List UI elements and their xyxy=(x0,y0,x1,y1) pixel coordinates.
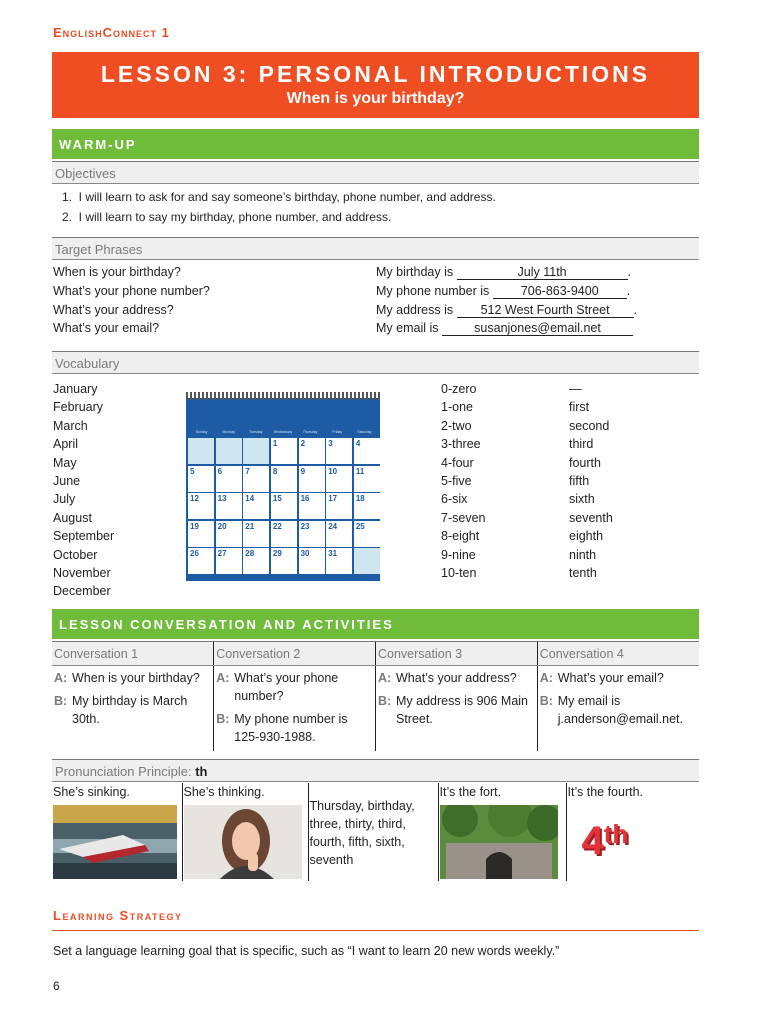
calendar-day-name: Friday xyxy=(332,430,343,434)
answer-prefix: My birthday is xyxy=(376,265,454,279)
objective-item: 2. I will learn to say my birthday, phone number, and address. xyxy=(62,210,392,224)
number-item: 0-zero xyxy=(441,382,477,396)
conversation-cell xyxy=(376,666,538,752)
answer-period: . xyxy=(627,265,632,279)
lesson-title: LESSON 3: PERSONAL INTRODUCTIONS xyxy=(100,61,651,87)
ordinal-item: eighth xyxy=(569,529,604,544)
speaker-a-label: A: xyxy=(216,671,230,685)
fort-photo xyxy=(440,805,558,879)
month-item: October xyxy=(53,547,98,562)
calendar-date-cell: 22 xyxy=(271,521,297,547)
calendar-day-name: Saturday xyxy=(357,430,372,434)
speaker-b-label: B: xyxy=(54,694,68,708)
calendar-date-cell: 14 xyxy=(243,493,269,519)
calendar-date-cell: 10 xyxy=(326,466,352,492)
calendar-date-cell: 31 xyxy=(326,548,352,574)
number-item: 9-nine xyxy=(441,547,476,562)
calendar-date-cell: 9 xyxy=(299,466,325,492)
calendar-date-cell: 6 xyxy=(216,466,242,492)
vocabulary-heading: Vocabulary xyxy=(52,351,699,374)
objective-item: 1. I will learn to ask for and say someone’s birthday, phone number, and address. xyxy=(62,190,496,204)
warmup-heading: WARM-UP xyxy=(52,129,699,159)
ordinal-item: tenth xyxy=(569,566,597,581)
conversation-title: Conversation 1 xyxy=(52,642,214,666)
pron-cell xyxy=(566,783,699,881)
calendar-date-cell: 7 xyxy=(243,466,269,492)
speaker-b-label: B: xyxy=(539,694,553,708)
thinking-woman-photo xyxy=(184,805,302,879)
answer-prefix: My email is xyxy=(376,321,439,335)
calendar-date-cell: 11 xyxy=(354,466,380,492)
calendar-date-cell: 8 xyxy=(271,466,297,492)
number-item: 10-ten xyxy=(441,566,477,581)
ordinals-list xyxy=(569,380,613,582)
page-number: 6 xyxy=(53,979,60,993)
calendar-date-cell: 28 xyxy=(243,548,269,574)
speaker-a-label: A: xyxy=(378,671,392,685)
conversations-table xyxy=(52,641,699,751)
month-item: August xyxy=(53,510,92,525)
objectives-heading: Objectives xyxy=(52,161,699,184)
calendar-date-cell: 18 xyxy=(354,493,380,519)
learning-strategy-text: Set a language learning goal that is specific, such as “I want to learn 20 new words weekly.” xyxy=(53,944,560,958)
calendar-illustration xyxy=(186,398,380,581)
number-item: 6-six xyxy=(441,492,468,507)
answer-phrase xyxy=(376,321,633,336)
learning-strategy-heading: Learning Strategy xyxy=(53,908,183,923)
ordinal-item: — xyxy=(569,382,582,396)
calendar-date-cell: 29 xyxy=(271,548,297,574)
calendar-date-cell: 26 xyxy=(188,548,214,574)
ordinal-item: third xyxy=(569,437,594,452)
pronunciation-label: Pronunciation Principle: xyxy=(55,764,192,779)
calendar-day-name: Wednesday xyxy=(273,430,293,434)
line-b: My phone number is 125-930-1988. xyxy=(234,712,348,744)
question-phrase: What’s your phone number? xyxy=(53,284,210,298)
calendar-blank-cell xyxy=(354,548,380,574)
calendar-date-cell: 17 xyxy=(326,493,352,519)
target-phrases-heading: Target Phrases xyxy=(52,237,699,260)
calendar-blank-cell xyxy=(243,438,269,464)
month-item: February xyxy=(53,400,104,415)
conversation-cell xyxy=(537,666,699,752)
line-b: My address is 906 Main Street. xyxy=(396,694,529,726)
fourth-graphic xyxy=(568,805,698,864)
calendar-day-names xyxy=(188,430,378,434)
pron-text: She’s sinking. xyxy=(53,785,130,799)
pron-cell xyxy=(182,783,308,881)
calendar-day-name: Thursday xyxy=(302,430,318,434)
answer-period: . xyxy=(626,284,631,298)
line-a: What’s your email? xyxy=(557,671,664,685)
month-item: June xyxy=(53,474,81,489)
question-phrase: What’s your address? xyxy=(53,303,174,317)
pronunciation-heading xyxy=(52,759,699,782)
number-item: 2-two xyxy=(441,418,472,433)
answer-value: 706-863-9400 xyxy=(493,284,627,299)
question-phrase: What’s your email? xyxy=(53,321,160,335)
number-item: 7-seven xyxy=(441,510,486,525)
answer-phrase xyxy=(376,284,630,299)
line-b: My birthday is March 30th. xyxy=(72,694,188,726)
number-item: 8-eight xyxy=(441,529,480,544)
number-item: 1-one xyxy=(441,400,473,415)
pronunciation-table xyxy=(52,783,699,881)
pron-cell xyxy=(52,783,182,881)
answer-phrase xyxy=(376,303,637,318)
speaker-a-label: A: xyxy=(54,671,68,685)
conversation-cell xyxy=(52,666,214,752)
calendar-date-cell: 30 xyxy=(299,548,325,574)
answer-phrase xyxy=(376,265,631,280)
calendar-day-name: Tuesday xyxy=(249,430,263,434)
conversation-title: Conversation 4 xyxy=(537,642,699,666)
calendar-date-cell: 1 xyxy=(271,438,297,464)
conversation-title: Conversation 2 xyxy=(214,642,376,666)
number-item: 4-four xyxy=(441,455,474,470)
answer-value: susanjones@email.net xyxy=(442,321,633,336)
pronunciation-sound: th xyxy=(195,764,208,779)
ordinal-item: second xyxy=(569,418,610,433)
question-phrase: When is your birthday? xyxy=(53,265,181,279)
answer-period: . xyxy=(633,303,638,317)
answer-value: July 11th xyxy=(457,265,628,280)
answer-value: 512 West Fourth Street xyxy=(457,303,634,318)
calendar-blank-cell xyxy=(216,438,242,464)
speaker-b-label: B: xyxy=(216,712,230,726)
calendar-grid xyxy=(188,438,380,574)
line-a: What’s your address? xyxy=(396,671,517,685)
pron-cell xyxy=(308,783,438,881)
calendar-date-cell: 15 xyxy=(271,493,297,519)
ordinal-item: fourth xyxy=(569,455,601,470)
calendar-date-cell: 4 xyxy=(354,438,380,464)
calendar-date-cell: 25 xyxy=(354,521,380,547)
conversation-cell xyxy=(214,666,376,752)
calendar-date-cell: 12 xyxy=(188,493,214,519)
series-brand: EnglishConnect 1 xyxy=(53,25,170,40)
calendar-date-cell: 2 xyxy=(299,438,325,464)
numbers-list xyxy=(441,380,485,582)
line-a: When is your birthday? xyxy=(72,671,200,685)
calendar-day-name: Monday xyxy=(222,430,235,434)
number-item: 3-three xyxy=(441,437,481,452)
month-item: April xyxy=(53,437,79,452)
line-a: What’s your phone number? xyxy=(234,671,339,703)
pron-text: She’s thinking. xyxy=(183,785,265,799)
strategy-divider xyxy=(52,930,699,931)
pron-cell xyxy=(438,783,566,881)
calendar-day-name: Sunday xyxy=(195,430,208,434)
answer-prefix: My phone number is xyxy=(376,284,490,298)
sinking-boat-photo xyxy=(53,805,177,879)
pron-text: It’s the fort. xyxy=(439,785,502,799)
pron-text: It’s the fourth. xyxy=(567,785,644,799)
answer-prefix: My address is xyxy=(376,303,454,317)
calendar-date-cell: 16 xyxy=(299,493,325,519)
calendar-date-cell: 5 xyxy=(188,466,214,492)
months-list xyxy=(53,380,114,601)
calendar-date-cell: 19 xyxy=(188,521,214,547)
calendar-date-cell: 23 xyxy=(299,521,325,547)
lesson-subtitle: When is your birthday? xyxy=(286,90,465,107)
month-item: March xyxy=(53,418,88,433)
calendar-date-cell: 24 xyxy=(326,521,352,547)
line-b: My email is j.anderson@email.net. xyxy=(557,694,684,726)
month-item: July xyxy=(53,492,76,507)
speaker-b-label: B: xyxy=(378,694,392,708)
month-item: May xyxy=(53,455,77,470)
ordinal-suffix: th xyxy=(603,819,629,849)
lesson-conversation-heading: LESSON CONVERSATION AND ACTIVITIES xyxy=(52,609,699,639)
month-item: November xyxy=(53,566,111,581)
ordinal-number: 4 xyxy=(581,819,604,863)
number-item: 5-five xyxy=(441,474,472,489)
speaker-a-label: A: xyxy=(539,671,553,685)
calendar-date-cell: 3 xyxy=(326,438,352,464)
ordinal-item: ninth xyxy=(569,547,597,562)
ordinal-item: seventh xyxy=(569,510,613,525)
ordinal-item: sixth xyxy=(569,492,595,507)
conversation-title: Conversation 3 xyxy=(376,642,538,666)
calendar-spiral xyxy=(186,392,380,400)
month-item: January xyxy=(53,382,98,396)
pron-word-list: Thursday, birthday, three, thirty, third, fourth, fifth, sixth, seventh xyxy=(309,799,415,867)
calendar-blank-cell xyxy=(188,438,214,464)
ordinal-item: first xyxy=(569,400,590,415)
ordinal-item: fifth xyxy=(569,474,590,489)
month-item: September xyxy=(53,529,115,544)
calendar-date-cell: 20 xyxy=(216,521,242,547)
calendar-date-cell: 21 xyxy=(243,521,269,547)
month-item: December xyxy=(53,584,111,599)
calendar-date-cell: 13 xyxy=(216,493,242,519)
lesson-banner xyxy=(52,52,699,118)
calendar-date-cell: 27 xyxy=(216,548,242,574)
